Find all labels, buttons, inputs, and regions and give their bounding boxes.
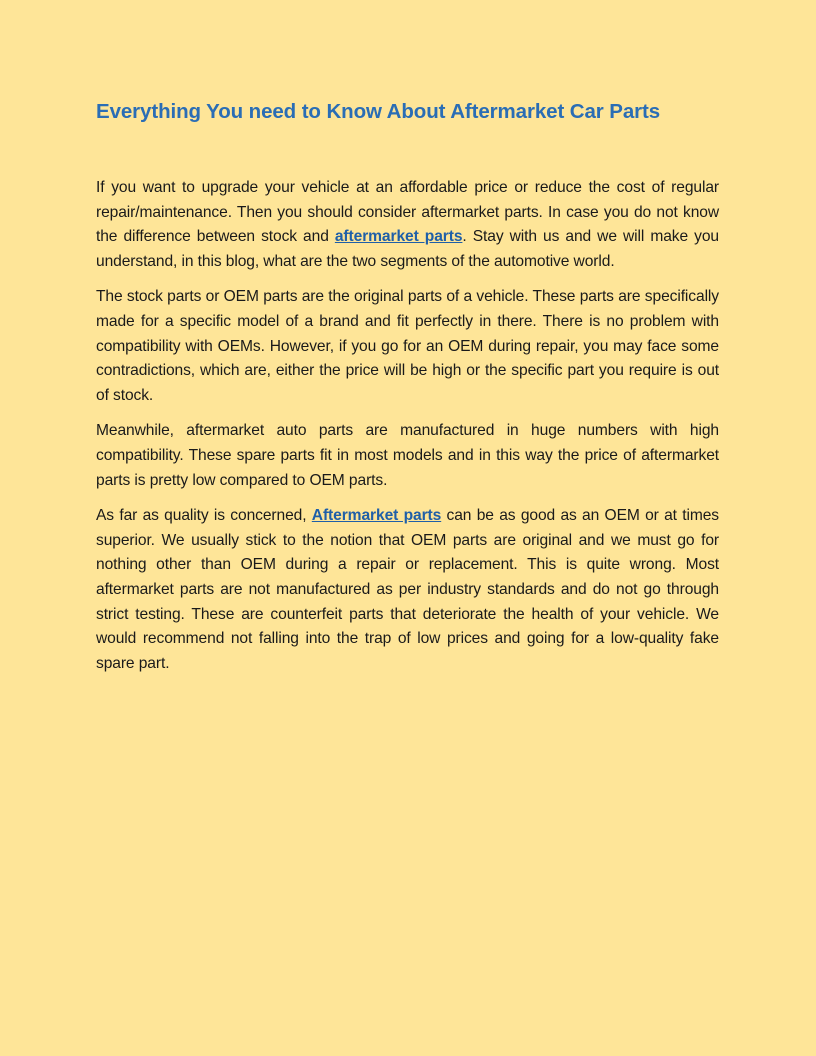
paragraph-intro-text-before: If you want to upgrade your vehicle at an affordable price or reduce the cost of regular repair/maintenance. Then you should consider aftermarket parts. In case you do not know the difference between stock and	[96, 179, 719, 246]
paragraph-quality-text-after: can be as good as an OEM or at times superior. We usually stick to the notion that OEM parts are original and we must go for nothing other than OEM during a repair or replacement. This is quite wrong. Most aftermarket parts are not manufactured as per industry standards and do not go through strict testing. These are counterfeit parts that deteriorate the health of your vehicle. We would recommend not falling into the trap of low prices and going for a low-quality fake spare part.	[96, 507, 720, 672]
paragraph-intro-text-after: . Stay with us and we will make you understand, in this blog, what are the two segments of the automotive world.	[96, 228, 719, 270]
paragraph-quality-text-before: As far as quality is concerned,	[96, 507, 312, 525]
aftermarket-parts-link-2[interactable]: Aftermarket parts	[311, 507, 442, 525]
page-title: Everything You need to Know About Aftermarket Car Parts	[96, 100, 661, 123]
document-page	[96, 96, 719, 687]
paragraph-oem: The stock parts or OEM parts are the original parts of a vehicle. These parts are specifically made for a specific model of a brand and fit perfectly in there. There is no problem with compatibility with OEMs. However, if you go for an OEM during repair, you may face some contradictions, which are, either the price will be high or the specific part you require is out of stock.	[96, 288, 719, 404]
aftermarket-parts-link[interactable]: aftermarket parts	[334, 228, 463, 246]
paragraph-aftermarket: Meanwhile, aftermarket auto parts are manufactured in huge numbers with high compatibility. These spare parts fit in most models and in this way the price of aftermarket parts is pretty low compared to OEM parts.	[96, 422, 719, 489]
paragraph-quality	[96, 504, 719, 676]
paragraph-intro	[96, 176, 719, 274]
article-body	[96, 176, 719, 676]
